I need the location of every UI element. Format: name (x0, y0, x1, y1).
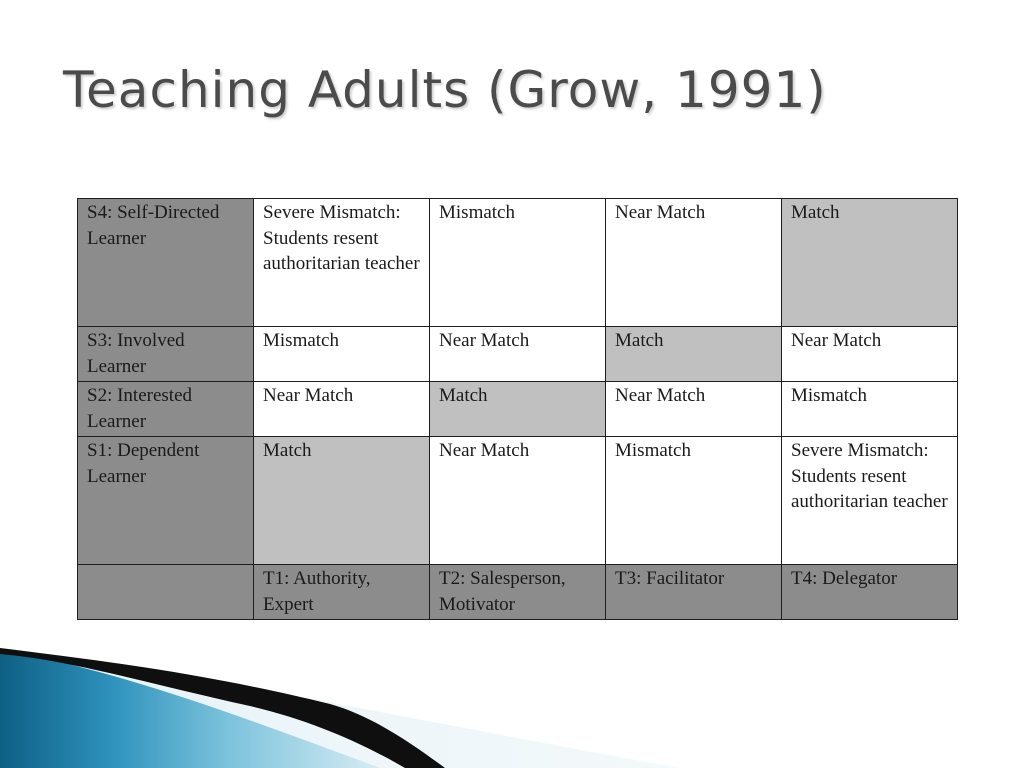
column-header-t3: T3: Facilitator (606, 565, 782, 620)
column-header-t1: T1: Authority, Expert (254, 565, 430, 620)
row-header-s1: S1: Dependent Learner (78, 437, 254, 565)
table-cell-match: Match (430, 382, 606, 437)
slide-title: Teaching Adults (Grow, 1991) (63, 61, 827, 119)
row-header-s3: S3: Involved Learner (78, 327, 254, 382)
table-cell: Near Match (430, 327, 606, 382)
table-cell: Near Match (606, 382, 782, 437)
table-cell: Mismatch (430, 199, 606, 327)
column-header-t2: T2: Salesperson, Motivator (430, 565, 606, 620)
table-cell: Mismatch (782, 382, 958, 437)
table-cell: Near Match (606, 199, 782, 327)
row-header-s2: S2: Interested Learner (78, 382, 254, 437)
row-header-s4: S4: Self-Directed Learner (78, 199, 254, 327)
column-header-t4: T4: Delegator (782, 565, 958, 620)
table-cell-match: Match (606, 327, 782, 382)
table-cell: Near Match (782, 327, 958, 382)
table-cell: Severe Mismatch: Students resent authoritarian teacher (254, 199, 430, 327)
table-cell-match: Match (254, 437, 430, 565)
table-cell: Near Match (430, 437, 606, 565)
table-cell-match: Match (782, 199, 958, 327)
table-cell: Near Match (254, 382, 430, 437)
table-cell: Mismatch (254, 327, 430, 382)
table-cell: Mismatch (606, 437, 782, 565)
table-cell: Severe Mismatch: Students resent authoritarian teacher (782, 437, 958, 565)
